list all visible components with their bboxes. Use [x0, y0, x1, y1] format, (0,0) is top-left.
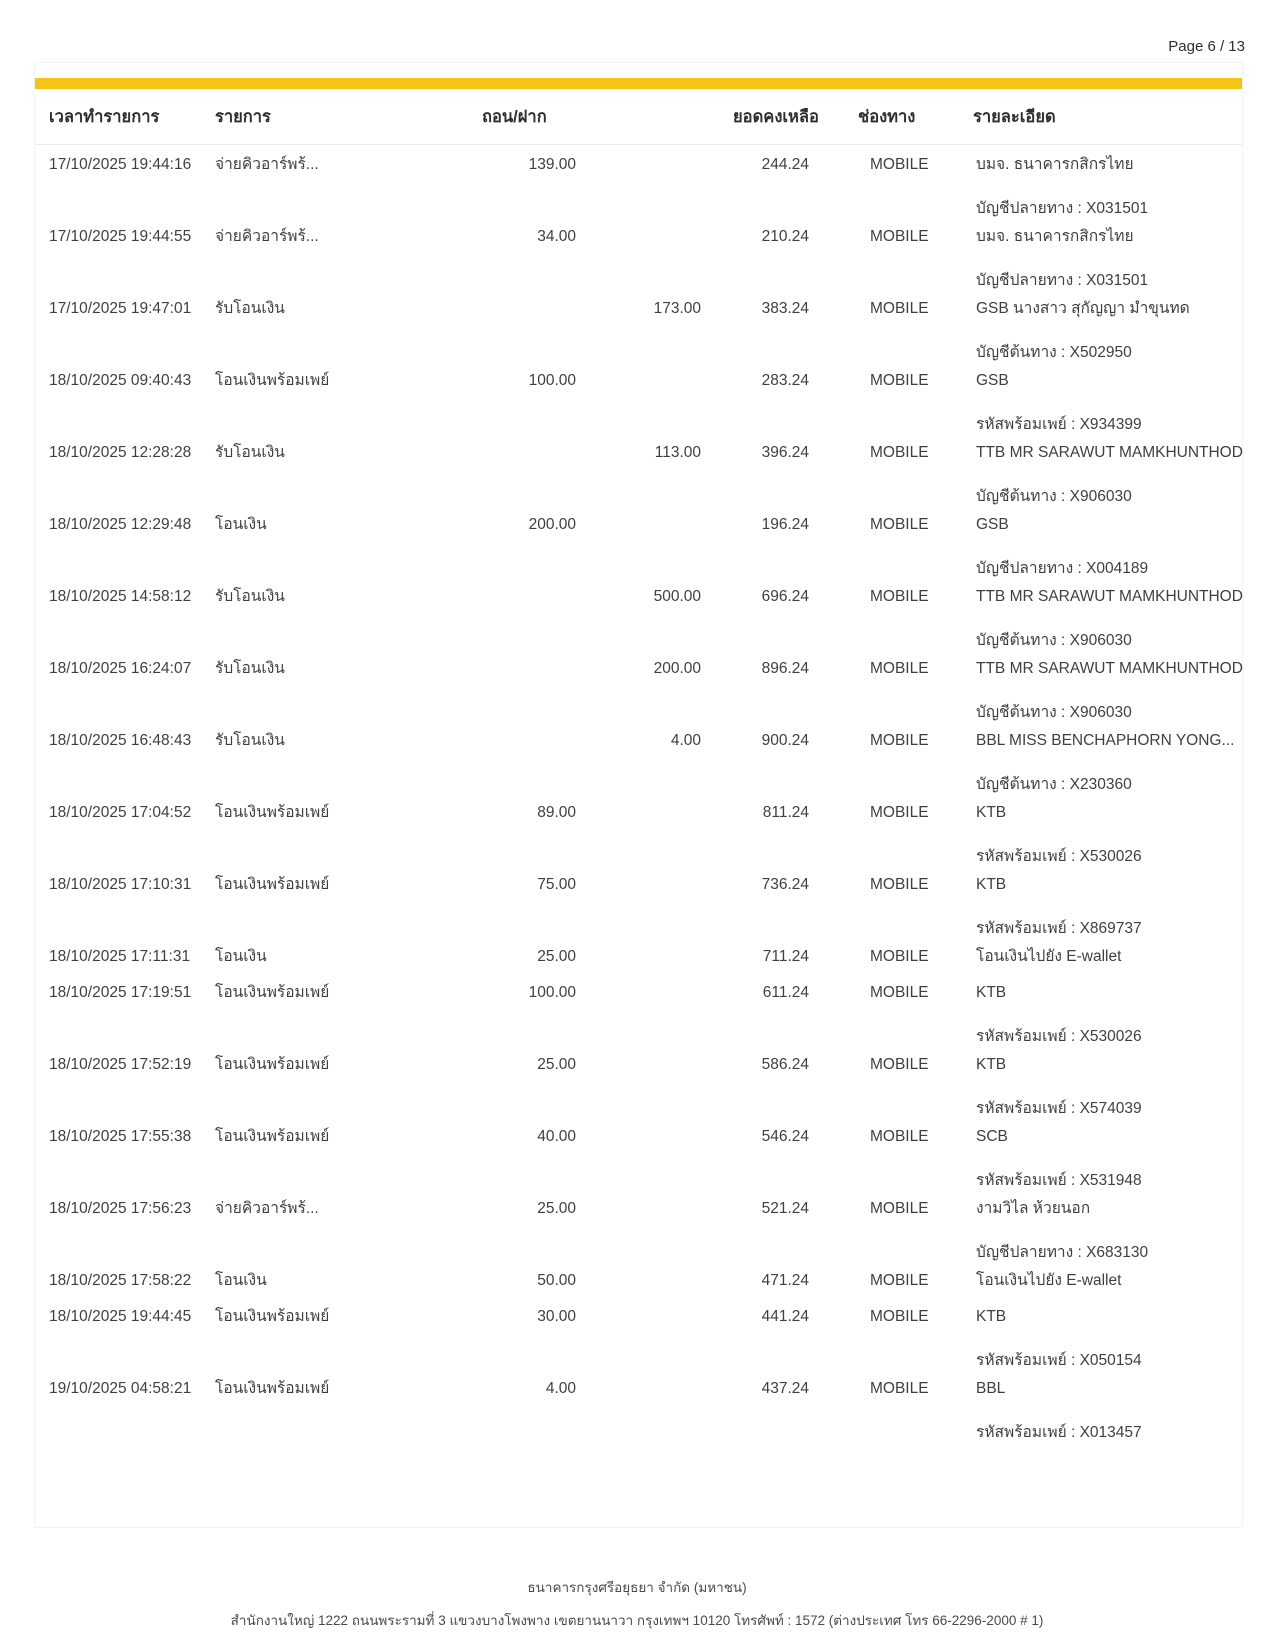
detail-secondary: รหัสพร้อมเพย์ : X050154: [976, 1352, 1142, 1369]
transaction-row: [35, 586, 1242, 652]
detail-primary: TTB MR SARAWUT MAMKHUNTHOD: [976, 588, 1243, 605]
transaction-time: 18/10/2025 12:28:28: [49, 444, 192, 461]
transaction-time: 17/10/2025 19:47:01: [49, 300, 192, 317]
brand-accent-bar: [35, 78, 1242, 89]
transaction-row: [35, 370, 1242, 436]
detail-primary: KTB: [976, 1308, 1007, 1325]
detail-primary: KTB: [976, 1056, 1007, 1073]
transaction-time: 18/10/2025 17:10:31: [49, 876, 192, 893]
withdrawal-amount: 4.00: [545, 1380, 576, 1397]
transaction-time: 18/10/2025 17:19:51: [49, 984, 192, 1001]
deposit-amount: 200.00: [653, 660, 701, 677]
balance-amount: 471.24: [761, 1272, 809, 1289]
detail-secondary: บัญชีปลายทาง : X031501: [976, 200, 1149, 217]
channel: MOBILE: [870, 1056, 929, 1073]
channel: MOBILE: [870, 372, 929, 389]
transaction-description: โอนเงินพร้อมเพย์: [215, 1380, 330, 1397]
bank-address: สำนักงานใหญ่ 1222 ถนนพระรามที่ 3 แขวงบางโพงพาง เขตยานนาวา กรุงเทพฯ 10120 โทรศัพท์ : 1572 (ต่างประเทศ โทร 66-2296-2000 # 1): [230, 1613, 1044, 1628]
detail-primary: โอนเงินไปยัง E-wallet: [976, 1272, 1122, 1289]
transaction-row: [35, 514, 1242, 580]
transaction-time: 17/10/2025 19:44:16: [49, 156, 192, 173]
balance-amount: 210.24: [761, 228, 809, 245]
transaction-time: 18/10/2025 17:11:31: [49, 948, 191, 965]
withdrawal-amount: 100.00: [528, 372, 576, 389]
transaction-description: โอนเงินพร้อมเพย์: [215, 876, 330, 893]
detail-secondary: รหัสพร้อมเพย์ : X869737: [976, 920, 1142, 937]
balance-amount: 441.24: [761, 1308, 809, 1325]
channel: MOBILE: [870, 804, 929, 821]
transaction-row: [35, 1378, 1242, 1444]
detail-primary: บมจ. ธนาคารกสิกรไทย: [976, 228, 1134, 245]
transaction-time: 19/10/2025 04:58:21: [49, 1380, 192, 1397]
deposit-amount: 113.00: [654, 444, 701, 461]
statement-table: [34, 62, 1243, 1528]
detail-secondary: บัญชีปลายทาง : X004189: [976, 560, 1149, 577]
balance-amount: 521.24: [761, 1200, 809, 1217]
balance-amount: 546.24: [761, 1128, 809, 1145]
balance-amount: 396.24: [761, 444, 809, 461]
withdrawal-amount: 89.00: [537, 804, 576, 821]
channel: MOBILE: [870, 984, 929, 1001]
transaction-description: โอนเงินพร้อมเพย์: [215, 984, 330, 1001]
transaction-description: โอนเงินพร้อมเพย์: [215, 1308, 330, 1325]
header-description: รายการ: [215, 108, 271, 126]
detail-primary: งามวิไล ห้วยนอก: [976, 1200, 1091, 1217]
detail-secondary: รหัสพร้อมเพย์ : X530026: [976, 1028, 1142, 1045]
detail-primary: โอนเงินไปยัง E-wallet: [976, 948, 1122, 965]
detail-secondary: รหัสพร้อมเพย์ : X531948: [976, 1172, 1142, 1189]
detail-primary: BBL: [976, 1380, 1006, 1397]
withdrawal-amount: 200.00: [528, 516, 576, 533]
transaction-row: [35, 1270, 1242, 1292]
transaction-row: [35, 730, 1242, 796]
transaction-description: รับโอนเงิน: [215, 660, 285, 677]
transaction-time: 18/10/2025 16:48:43: [49, 732, 192, 749]
transaction-description: โอนเงิน: [215, 1272, 267, 1289]
transaction-time: 18/10/2025 12:29:48: [49, 516, 192, 533]
transaction-description: รับโอนเงิน: [215, 444, 285, 461]
channel: MOBILE: [870, 156, 929, 173]
transaction-description: จ่ายคิวอาร์พร้...: [215, 156, 319, 173]
withdrawal-amount: 50.00: [537, 1272, 576, 1289]
withdrawal-amount: 30.00: [537, 1308, 576, 1325]
withdrawal-amount: 25.00: [537, 1200, 576, 1217]
detail-secondary: บัญชีต้นทาง : X230360: [976, 776, 1132, 793]
deposit-amount: 500.00: [653, 588, 701, 605]
transaction-row: [35, 982, 1242, 1048]
deposit-amount: 173.00: [653, 300, 701, 317]
detail-primary: BBL MISS BENCHAPHORN YONG...: [976, 732, 1235, 749]
transaction-row: [35, 442, 1242, 508]
header-channel: ช่องทาง: [858, 108, 916, 126]
detail-secondary: รหัสพร้อมเพย์ : X574039: [976, 1100, 1142, 1117]
detail-primary: SCB: [976, 1128, 1008, 1145]
transaction-description: รับโอนเงิน: [215, 732, 285, 749]
balance-amount: 611.24: [762, 984, 809, 1001]
balance-amount: 283.24: [761, 372, 809, 389]
transaction-row: [35, 874, 1242, 940]
transaction-description: โอนเงิน: [215, 948, 267, 965]
bank-name: ธนาคารกรุงศรีอยุธยา จำกัด (มหาชน): [527, 1580, 747, 1595]
channel: MOBILE: [870, 948, 929, 965]
transaction-row: [35, 1126, 1242, 1192]
transaction-description: โอนเงินพร้อมเพย์: [215, 372, 330, 389]
channel: MOBILE: [870, 1308, 929, 1325]
detail-secondary: รหัสพร้อมเพย์ : X013457: [976, 1424, 1142, 1441]
transaction-description: จ่ายคิวอาร์พร้...: [215, 1200, 319, 1217]
table-header-row: [35, 89, 1242, 145]
detail-secondary: รหัสพร้อมเพย์ : X530026: [976, 848, 1142, 865]
transaction-description: โอนเงินพร้อมเพย์: [215, 804, 330, 821]
withdrawal-amount: 25.00: [537, 948, 576, 965]
transaction-description: จ่ายคิวอาร์พร้...: [215, 228, 319, 245]
detail-primary: GSB: [976, 516, 1009, 533]
page-number: Page 6 / 13: [1168, 38, 1245, 55]
transaction-row: [35, 1306, 1242, 1372]
transaction-row: [35, 1198, 1242, 1264]
transaction-description: โอนเงินพร้อมเพย์: [215, 1056, 330, 1073]
channel: MOBILE: [870, 1380, 929, 1397]
transaction-time: 18/10/2025 14:58:12: [49, 588, 192, 605]
detail-primary: GSB นางสาว สุกัญญา มำขุนทด: [976, 300, 1190, 317]
table-body: [35, 145, 1242, 1444]
transaction-row: [35, 1054, 1242, 1120]
withdrawal-amount: 139.00: [528, 156, 576, 173]
balance-amount: 696.24: [761, 588, 809, 605]
channel: MOBILE: [870, 588, 929, 605]
transaction-time: 18/10/2025 16:24:07: [49, 660, 192, 677]
channel: MOBILE: [870, 444, 929, 461]
transaction-row: [35, 154, 1242, 220]
balance-amount: 383.24: [761, 300, 809, 317]
withdrawal-amount: 75.00: [537, 876, 576, 893]
detail-primary: KTB: [976, 804, 1007, 821]
balance-amount: 896.24: [761, 660, 809, 677]
channel: MOBILE: [870, 300, 929, 317]
transaction-time: 17/10/2025 19:44:55: [49, 228, 192, 245]
header-withdraw-deposit: ถอน/ฝาก: [482, 108, 547, 126]
transaction-row: [35, 298, 1242, 364]
channel: MOBILE: [870, 732, 929, 749]
detail-secondary: รหัสพร้อมเพย์ : X934399: [976, 416, 1142, 433]
detail-secondary: บัญชีปลายทาง : X683130: [976, 1244, 1149, 1261]
transaction-description: รับโอนเงิน: [215, 588, 285, 605]
transaction-time: 18/10/2025 17:58:22: [49, 1272, 192, 1289]
channel: MOBILE: [870, 660, 929, 677]
channel: MOBILE: [870, 516, 929, 533]
header-transaction-time: เวลาทำรายการ: [49, 108, 160, 126]
balance-amount: 244.24: [761, 156, 809, 173]
transaction-time: 18/10/2025 17:52:19: [49, 1056, 192, 1073]
transaction-time: 18/10/2025 17:04:52: [49, 804, 192, 821]
balance-amount: 437.24: [761, 1380, 809, 1397]
balance-amount: 811.24: [762, 804, 809, 821]
detail-primary: KTB: [976, 876, 1007, 893]
transaction-description: โอนเงินพร้อมเพย์: [215, 1128, 330, 1145]
balance-amount: 736.24: [761, 876, 809, 893]
detail-secondary: บัญชีต้นทาง : X906030: [976, 632, 1132, 649]
transaction-row: [35, 658, 1242, 724]
transaction-row: [35, 226, 1242, 292]
channel: MOBILE: [870, 876, 929, 893]
balance-amount: 900.24: [761, 732, 809, 749]
transaction-row: [35, 946, 1242, 968]
balance-amount: 586.24: [761, 1056, 809, 1073]
withdrawal-amount: 25.00: [537, 1056, 576, 1073]
balance-amount: 196.24: [761, 516, 809, 533]
withdrawal-amount: 100.00: [528, 984, 576, 1001]
transaction-time: 18/10/2025 09:40:43: [49, 372, 192, 389]
transaction-time: 18/10/2025 19:44:45: [49, 1308, 192, 1325]
transaction-description: รับโอนเงิน: [215, 300, 285, 317]
transaction-description: โอนเงิน: [215, 516, 267, 533]
detail-secondary: บัญชีต้นทาง : X906030: [976, 704, 1132, 721]
header-details: รายละเอียด: [973, 108, 1056, 126]
detail-primary: GSB: [976, 372, 1009, 389]
transaction-row: [35, 802, 1242, 868]
balance-amount: 711.24: [762, 948, 809, 965]
channel: MOBILE: [870, 1128, 929, 1145]
channel: MOBILE: [870, 1200, 929, 1217]
header-balance: ยอดคงเหลือ: [733, 108, 819, 126]
withdrawal-amount: 40.00: [537, 1128, 576, 1145]
detail-primary: TTB MR SARAWUT MAMKHUNTHOD: [976, 444, 1243, 461]
channel: MOBILE: [870, 228, 929, 245]
channel: MOBILE: [870, 1272, 929, 1289]
transaction-time: 18/10/2025 17:55:38: [49, 1128, 192, 1145]
detail-secondary: บัญชีปลายทาง : X031501: [976, 272, 1149, 289]
deposit-amount: 4.00: [670, 732, 701, 749]
detail-secondary: บัญชีต้นทาง : X906030: [976, 488, 1132, 505]
detail-primary: TTB MR SARAWUT MAMKHUNTHOD: [976, 660, 1243, 677]
detail-primary: KTB: [976, 984, 1007, 1001]
withdrawal-amount: 34.00: [537, 228, 576, 245]
detail-secondary: บัญชีต้นทาง : X502950: [976, 344, 1132, 361]
transaction-time: 18/10/2025 17:56:23: [49, 1200, 192, 1217]
detail-primary: บมจ. ธนาคารกสิกรไทย: [976, 156, 1134, 173]
